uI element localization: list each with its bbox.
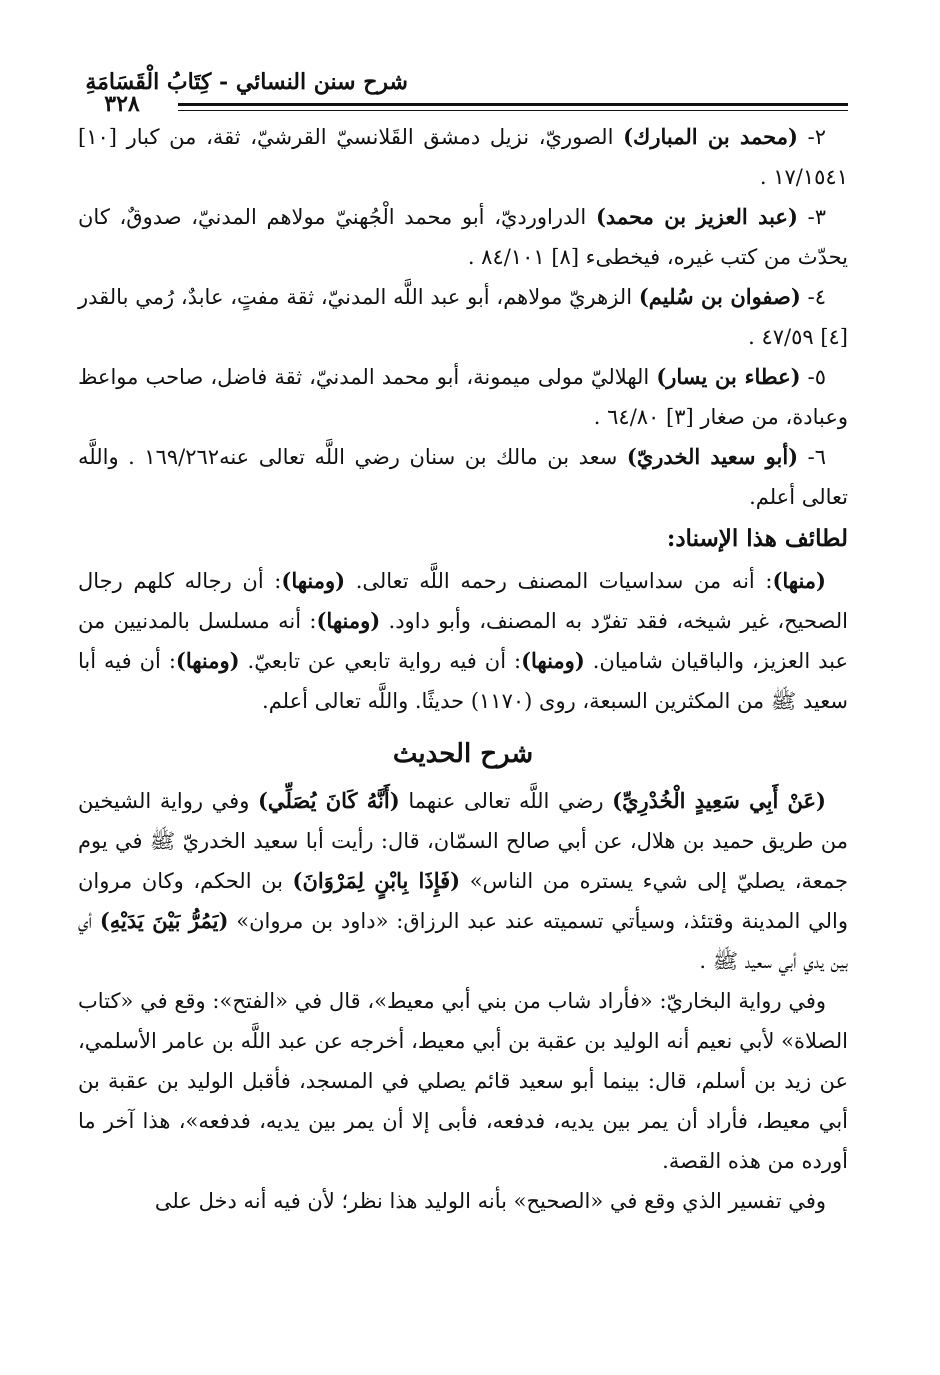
header-rule-thin bbox=[178, 110, 848, 111]
page-header bbox=[78, 55, 848, 117]
narrator-name: (أبو سعيد الخدريّ) bbox=[626, 444, 799, 469]
page bbox=[78, 55, 848, 1221]
narrator-entry: ٣- (عبد العزيز بن محمد) الدراورديّ، أبو محمد الْجُهنيّ مولاهم المدنيّ، صدوقٌ، كان يحدّث من كتب غيره، فيخطىء [٨] ٨٤/١٠١ . bbox=[78, 204, 848, 269]
narrator-entry: ٤- (صفوان بن سُليم) الزهريّ مولاهم، أبو عبد اللَّه المدنيّ، ثقة مفتٍ، عابدٌ، رُمي بالقدر [٤] ٤٧/٥٩ . bbox=[78, 284, 848, 349]
header-rule-thick bbox=[178, 103, 848, 106]
narrator-name: (عطاء بن يسار) bbox=[656, 364, 801, 389]
page-number: ٣٢٨ bbox=[104, 91, 140, 117]
running-title: شرح سنن النسائي - كِتَابُ الْقَسَامَةِ bbox=[85, 69, 408, 95]
lataif-paragraph: (منها): أنه من سداسيات المصنف رحمه اللَّه تعالى. (ومنها): أن رجاله كلهم رجال الصحيح، غير شيخه، فقد تفرّد به المصنف، وأبو داود. (ومنها): أنه مسلسل بالمدنيين من عبد العزيز، والباقيان شاميان. (ومنها): أن فيه رواية تابعي عن تابعيّ. (ومنها): أن فيه أبا سعيد ﷺ من المكثرين السبعة، روى (١١٧٠) حديثًا. واللَّه تعالى أعلم. bbox=[78, 568, 848, 713]
sharh-heading: شرح الحديث bbox=[392, 739, 534, 769]
narrator-entry: ٥- (عطاء بن يسار) الهلاليّ مولى ميمونة، أبو محمد المدنيّ، ثقة فاضل، صاحب مواعظ وعبادة، من صغار [٣] ٦٤/٨٠ . bbox=[78, 364, 848, 429]
sharh-paragraph: (عَنْ أَبِي سَعِيدٍ الْخُدْرِيِّ) رضي اللَّه تعالى عنهما (أَنَّهُ كَانَ يُصَلِّي) وفي رواية الشيخين من طريق حميد بن هلال، عن أبي صالح السمّان، قال: رأيت أبا سعيد الخدريّ ﷺ في يوم جمعة، يصليّ إلى شيء يستره من الناس» (فَإِذَا بِابْنٍ لِمَرْوَانَ) بن الحكم، وكان مروان والي المدينة وقتئذ، وسيأتي تسميته عند عبد الرزاق: «داود بن مروان» (يَمُرُّ بَيْنَ يَدَيْهِ) أي بين يدي أبي سعيد ﷺ . bbox=[78, 788, 849, 973]
narrator-entry: ٦- (أبو سعيد الخدريّ) سعد بن مالك بن سنان رضي اللَّه تعالى عنه١٦٩/٢٦٢ . واللَّه تعالى أعلم. bbox=[78, 444, 848, 509]
narrator-name: (عبد العزيز بن محمد) bbox=[595, 204, 798, 229]
page-body bbox=[78, 117, 848, 1221]
sharh-paragraph: وفي تفسير الذي وقع في «الصحيح» بأنه الوليد هذا نظر؛ لأن فيه أنه دخل على bbox=[154, 1189, 826, 1213]
narrator-name: (محمد بن المبارك) bbox=[623, 124, 798, 149]
lataif-heading: لطائف هذا الإسناد: bbox=[666, 525, 848, 552]
narrator-name: (صفوان بن سُليم) bbox=[638, 284, 801, 309]
narrator-entry: ٢- (محمد بن المبارك) الصوريّ، نزيل دمشق القَلانسيّ القرشيّ، ثقة، من كبار [١٠] ١٧/١٥٤١ . bbox=[78, 124, 848, 189]
sharh-paragraph: وفي رواية البخاريّ: «فأراد شاب من بني أبي معيط»، قال في «الفتح»: وقع في «كتاب الصلاة» لأبي نعيم أنه الوليد بن عقبة بن أبي معيط، أخرجه عن عبد اللَّه بن عامر الأسلمي، عن زيد بن أسلم، قال: بينما أبو سعيد قائم يصلي في المسجد، فأقبل الوليد بن عقبة بن أبي معيط، فأراد أن يمر بين يديه، فدفعه، فأبى إلا أن يمر بين يديه، فدفعه»، هذا آخر ما أورده من هذه القصة. bbox=[78, 989, 848, 1173]
